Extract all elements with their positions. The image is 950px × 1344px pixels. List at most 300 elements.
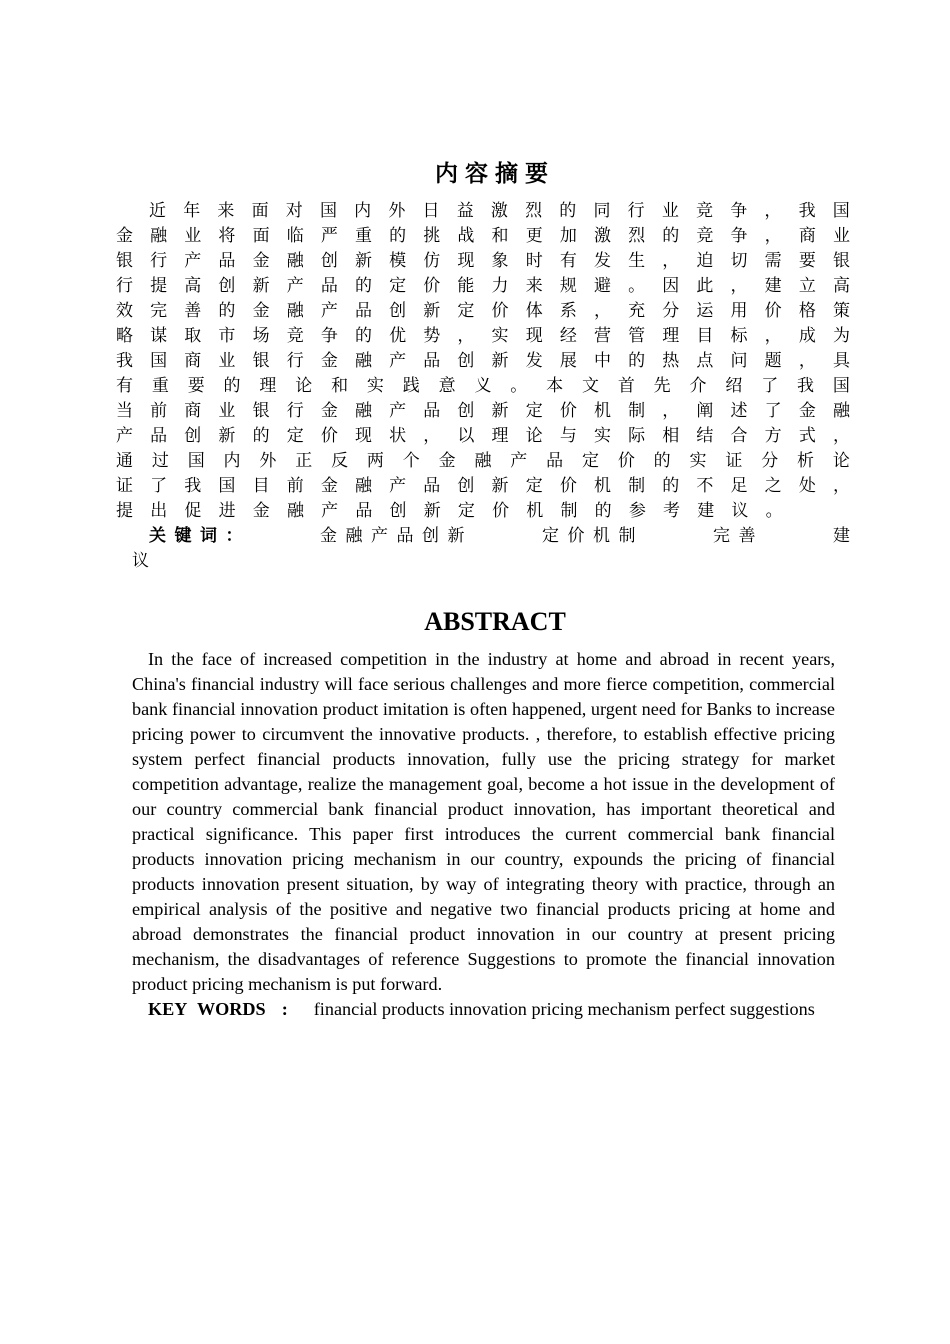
chinese-char: 品 bbox=[218, 251, 236, 271]
chinese-char: 意 bbox=[438, 376, 456, 396]
chinese-char: 行 bbox=[627, 201, 645, 221]
chinese-char: 品 bbox=[546, 451, 564, 471]
chinese-char: 介 bbox=[689, 376, 707, 396]
chinese-char: 行 bbox=[286, 401, 304, 421]
chinese-abstract-line bbox=[116, 474, 850, 499]
chinese-char: 机 bbox=[593, 401, 611, 421]
chinese-char: 近 bbox=[149, 201, 166, 221]
chinese-abstract-body bbox=[116, 199, 850, 574]
chinese-char: 有 bbox=[559, 251, 577, 271]
chinese-char: 融 bbox=[354, 351, 372, 371]
chinese-char: 产 bbox=[389, 476, 407, 496]
chinese-char: 金 bbox=[252, 501, 270, 521]
chinese-char: 行 bbox=[116, 276, 133, 296]
chinese-char: 标 bbox=[730, 326, 748, 346]
chinese-char: 议 bbox=[731, 501, 749, 521]
chinese-char: 格 bbox=[798, 301, 816, 321]
chinese-char: 效 bbox=[116, 301, 133, 321]
chinese-char: 的 bbox=[662, 226, 680, 246]
chinese-abstract-line bbox=[116, 374, 850, 399]
chinese-char: 我 bbox=[797, 376, 815, 396]
chinese-char: 国 bbox=[832, 376, 850, 396]
chinese-char: 定 bbox=[389, 276, 407, 296]
chinese-char: 进 bbox=[218, 501, 236, 521]
chinese-char: 产 bbox=[389, 351, 407, 371]
chinese-char: 提 bbox=[150, 276, 168, 296]
chinese-char: ， bbox=[423, 426, 441, 446]
chinese-char: 述 bbox=[730, 401, 748, 421]
chinese-char: 制 bbox=[628, 401, 646, 421]
chinese-char: 阐 bbox=[696, 401, 714, 421]
chinese-char: 管 bbox=[628, 326, 646, 346]
chinese-char: 行 bbox=[150, 251, 168, 271]
chinese-char: 取 bbox=[184, 326, 202, 346]
chinese-char: 了 bbox=[150, 476, 168, 496]
chinese-char: 正 bbox=[295, 451, 313, 471]
chinese-keyword: 完 善 bbox=[713, 526, 756, 546]
english-keywords bbox=[132, 997, 835, 1022]
chinese-abstract-line bbox=[116, 274, 850, 299]
chinese-char: 国 bbox=[187, 451, 205, 471]
chinese-char: 新 bbox=[423, 301, 441, 321]
chinese-char: 融 bbox=[354, 401, 372, 421]
chinese-char: 略 bbox=[116, 326, 133, 346]
chinese-char: ， bbox=[764, 226, 782, 246]
chinese-char: ， bbox=[832, 426, 850, 446]
chinese-char: 绍 bbox=[725, 376, 743, 396]
chinese-keyword: 金 融 产 品 创 新 bbox=[320, 526, 465, 546]
chinese-char: 制 bbox=[560, 501, 578, 521]
chinese-char: 体 bbox=[525, 301, 543, 321]
chinese-char: 的 bbox=[628, 351, 646, 371]
chinese-char: 外 bbox=[388, 201, 406, 221]
chinese-char: 避 bbox=[593, 276, 611, 296]
chinese-char: 金 bbox=[320, 401, 338, 421]
chinese-char: 产 bbox=[286, 276, 304, 296]
english-abstract-title: ABSTRACT bbox=[424, 607, 566, 636]
chinese-char: 业 bbox=[218, 401, 236, 421]
chinese-char: 分 bbox=[662, 301, 680, 321]
chinese-char: 析 bbox=[797, 451, 815, 471]
chinese-char: 出 bbox=[150, 501, 168, 521]
chinese-char: 新 bbox=[252, 276, 270, 296]
chinese-char: 善 bbox=[184, 301, 202, 321]
chinese-char: 品 bbox=[355, 501, 373, 521]
chinese-char: 融 bbox=[286, 301, 304, 321]
chinese-char: 能 bbox=[457, 276, 475, 296]
chinese-char: 加 bbox=[559, 226, 577, 246]
chinese-char: 银 bbox=[252, 401, 270, 421]
chinese-char: 国 bbox=[832, 201, 850, 221]
chinese-char: 我 bbox=[116, 351, 133, 371]
chinese-char: 现 bbox=[525, 326, 543, 346]
chinese-char: 结 bbox=[696, 426, 714, 446]
chinese-keyword: 定 价 机 制 bbox=[542, 526, 636, 546]
chinese-char: 建 bbox=[697, 501, 715, 521]
chinese-char: 产 bbox=[116, 426, 133, 446]
chinese-char: 完 bbox=[150, 301, 168, 321]
chinese-char: 竞 bbox=[696, 226, 714, 246]
chinese-char: 规 bbox=[559, 276, 577, 296]
chinese-char: 来 bbox=[525, 276, 543, 296]
chinese-keywords-tail: 议 bbox=[132, 551, 149, 571]
chinese-char: 金 bbox=[252, 251, 270, 271]
chinese-char: 系 bbox=[559, 301, 577, 321]
chinese-keyword: 建 bbox=[833, 526, 850, 546]
chinese-char: 。 bbox=[628, 276, 646, 296]
chinese-char: 迫 bbox=[696, 251, 714, 271]
chinese-char: 问 bbox=[730, 351, 748, 371]
chinese-char: 生 bbox=[628, 251, 646, 271]
chinese-char: 业 bbox=[832, 226, 850, 246]
chinese-char: ， bbox=[457, 326, 475, 346]
chinese-char: 融 bbox=[286, 501, 304, 521]
chinese-char: 目 bbox=[252, 476, 270, 496]
chinese-char: 重 bbox=[354, 226, 372, 246]
chinese-char: 具 bbox=[832, 351, 850, 371]
chinese-char: 商 bbox=[184, 351, 202, 371]
chinese-char: 价 bbox=[491, 301, 509, 321]
chinese-char: 品 bbox=[320, 276, 338, 296]
chinese-char: 商 bbox=[798, 226, 816, 246]
chinese-char: 金 bbox=[798, 401, 816, 421]
chinese-char: 义 bbox=[474, 376, 492, 396]
chinese-char: 激 bbox=[490, 201, 508, 221]
chinese-char: 理 bbox=[259, 376, 277, 396]
chinese-char: 我 bbox=[184, 476, 202, 496]
chinese-abstract-line bbox=[116, 449, 850, 474]
english-abstract-body bbox=[132, 647, 835, 1022]
chinese-char: 创 bbox=[389, 301, 407, 321]
chinese-char: 的 bbox=[223, 376, 241, 396]
chinese-char: 融 bbox=[474, 451, 492, 471]
chinese-char: 以 bbox=[457, 426, 475, 446]
chinese-char: 当 bbox=[116, 401, 133, 421]
chinese-char: 通 bbox=[116, 451, 133, 471]
chinese-char: 实 bbox=[366, 376, 384, 396]
chinese-char: 来 bbox=[217, 201, 235, 221]
chinese-char: 前 bbox=[286, 476, 304, 496]
chinese-abstract-title: 内容摘要 bbox=[435, 161, 555, 187]
chinese-char: 国 bbox=[150, 351, 168, 371]
chinese-char: 价 bbox=[492, 501, 510, 521]
chinese-char: 品 bbox=[354, 301, 372, 321]
english-keywords-colon: : bbox=[281, 999, 288, 1019]
chinese-char: 机 bbox=[593, 476, 611, 496]
chinese-char: 合 bbox=[730, 426, 748, 446]
chinese-char: 优 bbox=[389, 326, 407, 346]
english-keywords-label: KEY WORDS bbox=[148, 999, 266, 1019]
chinese-char: 价 bbox=[617, 451, 635, 471]
chinese-char: 时 bbox=[525, 251, 543, 271]
chinese-char: 因 bbox=[662, 276, 680, 296]
chinese-char: 营 bbox=[593, 326, 611, 346]
chinese-char: 和 bbox=[491, 226, 509, 246]
chinese-char: 参 bbox=[628, 501, 646, 521]
chinese-char: 业 bbox=[661, 201, 679, 221]
chinese-char: ， bbox=[764, 201, 782, 221]
chinese-char: 银 bbox=[252, 351, 270, 371]
chinese-char: 价 bbox=[764, 301, 782, 321]
chinese-char: 首 bbox=[617, 376, 635, 396]
chinese-char: 创 bbox=[457, 351, 475, 371]
chinese-char: 定 bbox=[525, 401, 543, 421]
chinese-char: 定 bbox=[457, 501, 475, 521]
chinese-char: 论 bbox=[525, 426, 543, 446]
chinese-char: 展 bbox=[559, 351, 577, 371]
chinese-char: 的 bbox=[653, 451, 671, 471]
chinese-char: 仿 bbox=[423, 251, 441, 271]
chinese-char: 新 bbox=[491, 351, 509, 371]
chinese-char: 价 bbox=[320, 426, 338, 446]
chinese-char: 品 bbox=[423, 351, 441, 371]
chinese-char: 式 bbox=[798, 426, 816, 446]
chinese-char: 机 bbox=[526, 501, 544, 521]
chinese-char: 创 bbox=[184, 426, 202, 446]
chinese-char: 题 bbox=[764, 351, 782, 371]
chinese-char: 银 bbox=[116, 251, 133, 271]
chinese-keywords bbox=[116, 524, 850, 549]
chinese-char: 状 bbox=[389, 426, 407, 446]
chinese-char: 的 bbox=[218, 301, 236, 321]
chinese-char: 为 bbox=[832, 326, 850, 346]
chinese-abstract-line bbox=[116, 199, 850, 224]
chinese-char: 要 bbox=[187, 376, 205, 396]
chinese-char: 价 bbox=[559, 401, 577, 421]
chinese-char: 模 bbox=[389, 251, 407, 271]
chinese-char: 产 bbox=[321, 501, 339, 521]
chinese-char: 临 bbox=[286, 226, 304, 246]
chinese-char: 的 bbox=[389, 226, 407, 246]
chinese-char: 立 bbox=[798, 276, 816, 296]
chinese-char: 价 bbox=[423, 276, 441, 296]
chinese-char: 同 bbox=[593, 201, 611, 221]
chinese-char: ， bbox=[593, 301, 611, 321]
chinese-char: 证 bbox=[116, 476, 133, 496]
chinese-char: 面 bbox=[251, 201, 269, 221]
chinese-char: 中 bbox=[593, 351, 611, 371]
chinese-char: 的 bbox=[662, 476, 680, 496]
chinese-abstract-line bbox=[116, 349, 850, 374]
chinese-char: 市 bbox=[218, 326, 236, 346]
chinese-char: 国 bbox=[218, 476, 236, 496]
chinese-char: 高 bbox=[832, 276, 850, 296]
chinese-char: 我 bbox=[798, 201, 816, 221]
chinese-char: 竞 bbox=[696, 201, 713, 221]
chinese-char: 更 bbox=[525, 226, 543, 246]
chinese-char: 谋 bbox=[150, 326, 168, 346]
chinese-char: 的 bbox=[594, 501, 612, 521]
chinese-char: 定 bbox=[457, 301, 475, 321]
chinese-char: 建 bbox=[764, 276, 782, 296]
chinese-char: 点 bbox=[696, 351, 714, 371]
chinese-char: 处 bbox=[798, 476, 816, 496]
chinese-char: 创 bbox=[320, 251, 338, 271]
chinese-char: 场 bbox=[252, 326, 270, 346]
chinese-char: 论 bbox=[832, 451, 850, 471]
chinese-char: 论 bbox=[295, 376, 313, 396]
chinese-char: ， bbox=[730, 276, 748, 296]
chinese-char: 和 bbox=[331, 376, 349, 396]
chinese-char: 与 bbox=[559, 426, 577, 446]
chinese-char: 经 bbox=[559, 326, 577, 346]
english-abstract-paragraph: In the face of increased competition in the industry at home and abroad in recent years, China's financial industry will face serious challenges and more fierce competition, commercial bank financial innovation product imitation is often happened, urgent need for Banks to increase pricing power to circumvent the innovative products. , therefore, to establish effective pricing system perfect financial products innovation, fully use the pricing strategy for market competition advantage, realize the management goal, become a hot issue in the development of our country commercial bank financial product innovation, has important theoretical and practical significance. This paper first introduces the current commercial bank financial products innovation pricing mechanism in our country, expounds the pricing of financial products innovation present situation, by way of integrating theory with practice, through an empirical analysis of the positive and negative two financial products pricing at home and abroad demonstrates the financial product innovation in our country at present pricing mechanism, the disadvantages of reference Suggestions to promote the financial innovation product pricing mechanism is put forward. bbox=[132, 649, 835, 994]
chinese-char: 反 bbox=[331, 451, 349, 471]
chinese-char: 融 bbox=[354, 476, 372, 496]
chinese-char: 运 bbox=[696, 301, 714, 321]
chinese-char: 有 bbox=[116, 376, 133, 396]
chinese-char: ， bbox=[662, 251, 680, 271]
chinese-char: 新 bbox=[491, 401, 509, 421]
chinese-char: 热 bbox=[662, 351, 680, 371]
chinese-char: 考 bbox=[663, 501, 680, 521]
chinese-char: 要 bbox=[798, 251, 816, 271]
chinese-char: 产 bbox=[510, 451, 528, 471]
chinese-char: 价 bbox=[559, 476, 577, 496]
chinese-char: 银 bbox=[832, 251, 850, 271]
chinese-char: 新 bbox=[354, 251, 372, 271]
chinese-char: 实 bbox=[689, 451, 707, 471]
chinese-char: 切 bbox=[730, 251, 748, 271]
chinese-char: 文 bbox=[581, 376, 599, 396]
chinese-char: 方 bbox=[764, 426, 782, 446]
chinese-char: 争 bbox=[320, 326, 338, 346]
chinese-char: 创 bbox=[389, 501, 407, 521]
chinese-char: 挑 bbox=[423, 226, 441, 246]
chinese-char: 践 bbox=[402, 376, 420, 396]
chinese-char: ， bbox=[764, 326, 782, 346]
chinese-char: 品 bbox=[423, 476, 441, 496]
chinese-char: 金 bbox=[116, 226, 133, 246]
chinese-char: 定 bbox=[286, 426, 304, 446]
chinese-char: 产 bbox=[320, 301, 338, 321]
chinese-char: 战 bbox=[457, 226, 475, 246]
chinese-char: 严 bbox=[320, 226, 338, 246]
chinese-char: 内 bbox=[223, 451, 241, 471]
chinese-char: 了 bbox=[761, 376, 779, 396]
chinese-char: 创 bbox=[457, 476, 475, 496]
chinese-abstract-line bbox=[116, 424, 850, 449]
chinese-char: 烈 bbox=[628, 226, 646, 246]
chinese-char: 前 bbox=[150, 401, 168, 421]
chinese-char: 烈 bbox=[525, 201, 543, 221]
chinese-char: 创 bbox=[457, 401, 475, 421]
chinese-char: 融 bbox=[150, 226, 168, 246]
chinese-char: 金 bbox=[320, 351, 338, 371]
chinese-char: 过 bbox=[151, 451, 169, 471]
chinese-char: 现 bbox=[354, 426, 372, 446]
chinese-char: 的 bbox=[354, 326, 372, 346]
chinese-char: 不 bbox=[696, 476, 714, 496]
chinese-char: 的 bbox=[354, 276, 372, 296]
chinese-char: 融 bbox=[286, 251, 304, 271]
english-keywords-text: financial products innovation pricing mechanism perfect suggestions bbox=[313, 999, 815, 1019]
chinese-char: 势 bbox=[423, 326, 441, 346]
chinese-char: 对 bbox=[285, 201, 303, 221]
chinese-char: 足 bbox=[730, 476, 748, 496]
chinese-char: 产 bbox=[389, 401, 407, 421]
chinese-abstract-line bbox=[116, 224, 850, 249]
chinese-char: 理 bbox=[662, 326, 680, 346]
chinese-char: 的 bbox=[252, 426, 270, 446]
chinese-char: ， bbox=[662, 401, 680, 421]
chinese-char: 目 bbox=[696, 326, 714, 346]
chinese-abstract-line bbox=[116, 399, 850, 424]
chinese-char: 国 bbox=[319, 201, 337, 221]
chinese-char: 象 bbox=[491, 251, 509, 271]
chinese-char: 益 bbox=[456, 201, 474, 221]
chinese-char: 外 bbox=[259, 451, 277, 471]
chinese-char: 力 bbox=[491, 276, 509, 296]
chinese-char: 相 bbox=[662, 426, 680, 446]
chinese-char: 定 bbox=[525, 476, 543, 496]
chinese-char: 激 bbox=[593, 226, 611, 246]
chinese-char: 证 bbox=[725, 451, 743, 471]
chinese-char: 此 bbox=[696, 276, 714, 296]
chinese-abstract-line bbox=[116, 499, 850, 524]
chinese-keywords-label: 关 键 词 ： bbox=[149, 526, 243, 546]
chinese-char: 充 bbox=[628, 301, 646, 321]
chinese-char: 新 bbox=[423, 501, 441, 521]
chinese-char: 的 bbox=[559, 201, 577, 221]
chinese-char: 制 bbox=[628, 476, 646, 496]
chinese-char: 融 bbox=[832, 401, 850, 421]
chinese-char: 发 bbox=[525, 351, 543, 371]
chinese-char: 争 bbox=[730, 226, 748, 246]
chinese-char: 。 bbox=[510, 376, 528, 396]
chinese-char: 面 bbox=[252, 226, 270, 246]
chinese-abstract-line bbox=[116, 249, 850, 274]
chinese-char: 定 bbox=[581, 451, 599, 471]
chinese-char: 业 bbox=[184, 226, 202, 246]
chinese-char: 业 bbox=[218, 351, 236, 371]
chinese-char: 了 bbox=[764, 401, 782, 421]
chinese-char: 品 bbox=[423, 401, 441, 421]
chinese-char: 个 bbox=[402, 451, 420, 471]
chinese-char: 际 bbox=[628, 426, 646, 446]
chinese-char: 新 bbox=[218, 426, 236, 446]
chinese-char: 日 bbox=[422, 201, 440, 221]
chinese-abstract-line bbox=[116, 324, 850, 349]
chinese-char: 理 bbox=[491, 426, 509, 446]
chinese-char: 两 bbox=[366, 451, 384, 471]
chinese-char: 策 bbox=[832, 301, 850, 321]
chinese-char: 高 bbox=[184, 276, 202, 296]
chinese-char: 实 bbox=[593, 426, 611, 446]
chinese-char: 争 bbox=[730, 201, 748, 221]
chinese-char: 新 bbox=[491, 476, 509, 496]
chinese-char: ， bbox=[832, 476, 850, 496]
chinese-char: ， bbox=[798, 351, 816, 371]
chinese-char: 品 bbox=[150, 426, 168, 446]
chinese-char: 创 bbox=[218, 276, 236, 296]
chinese-char: 竞 bbox=[286, 326, 304, 346]
chinese-char: 商 bbox=[184, 401, 202, 421]
chinese-char: 实 bbox=[491, 326, 509, 346]
chinese-char: 提 bbox=[116, 501, 133, 521]
chinese-char: 。 bbox=[765, 501, 783, 521]
chinese-char: 用 bbox=[730, 301, 748, 321]
chinese-char: 需 bbox=[764, 251, 782, 271]
chinese-char: 金 bbox=[252, 301, 270, 321]
chinese-char: 本 bbox=[546, 376, 564, 396]
chinese-char: 产 bbox=[184, 251, 202, 271]
chinese-char: 行 bbox=[286, 351, 304, 371]
chinese-char: 先 bbox=[653, 376, 671, 396]
chinese-char: 成 bbox=[798, 326, 816, 346]
chinese-char: 促 bbox=[184, 501, 202, 521]
chinese-char: 将 bbox=[218, 226, 236, 246]
